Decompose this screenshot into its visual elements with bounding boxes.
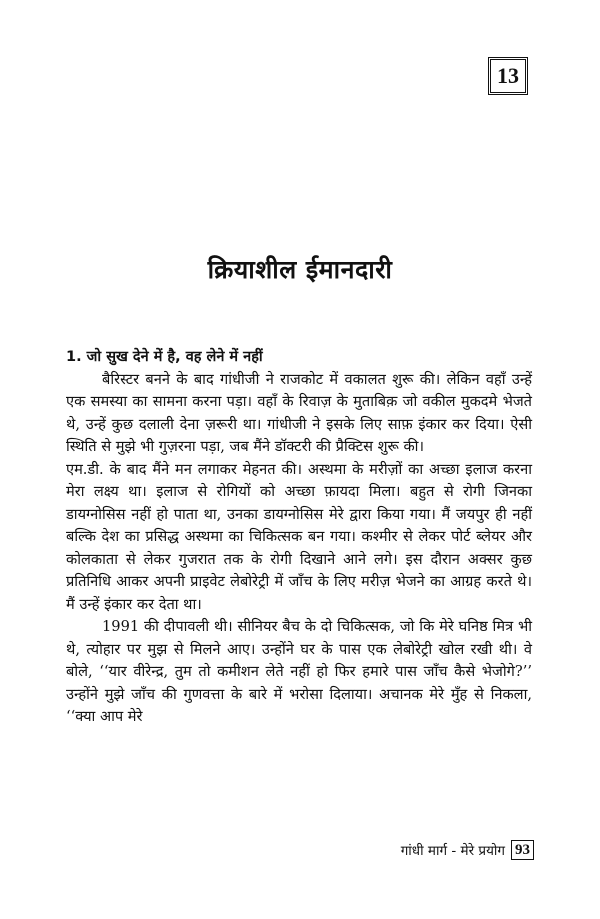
chapter-title: क्रियाशील ईमानदारी bbox=[207, 255, 393, 284]
chapter-number-box bbox=[488, 57, 528, 95]
running-title: गांधी मार्ग - मेरे प्रयोग bbox=[400, 843, 505, 859]
paragraph: एम.डी. के बाद मैंने मन लगाकर मेहनत की। अस्थमा के मरीज़ों का अच्छा इलाज करना मेरा लक्ष्य था। इलाज से रोगियों को अच्छा फ़ायदा मिला। बहुत से रोगी जिनका डायग्नोसिस नहीं हो पाता था, उनका डायग्नोसिस मेरे द्वारा किया गया। मैं जयपुर ही नहीं बल्कि देश का प्रसिद्ध अस्थमा का चिकित्सक बन गया। कश्मीर से लेकर पोर्ट ब्लेयर और कोलकाता से लेकर गुजरात तक के रोगी दिखाने आने लगे। इस दौरान अक्सर कुछ प्रतिनिधि आकर अपनी प्राइवेट लेबोरेट्री में जाँच के लिए मरीज़ भेजने का आग्रह करते थे। मैं उन्हें इंकार कर देता था। bbox=[66, 460, 532, 613]
chapter-number: 13 bbox=[497, 63, 519, 88]
paragraph: बैरिस्टर बनने के बाद गांधीजी ने राजकोट में वकालत शुरू की। लेकिन वहाँ उन्हें एक समस्या का सामना करना पड़ा। वहाँ के रिवाज़ के मुताबिक़ जो वकील मुकदमे भेजते थे, उन्हें कुछ दलाली देना ज़रूरी था। गांधीजी ने इसके लिए साफ़ इंकार कर दिया। ऐसी स्थिति से मुझे भी गुज़रना पड़ा, जब मैंने डॉक्टरी की प्रैक्टिस शुरू की। bbox=[66, 370, 532, 455]
page-footer bbox=[401, 840, 534, 860]
page-number: 93 bbox=[511, 840, 534, 860]
section-heading: 1. जो सुख देने में है, वह लेने में नहीं bbox=[66, 349, 263, 365]
paragraph: 1991 की दीपावली थी। सीनियर बैच के दो चिकित्सक, जो कि मेरे घनिष्ठ मित्र भी थे, त्योहार पर मुझ से मिलने आए। उन्होंने घर के पास एक लेबोरेट्री खोल रखी थी। वे बोले, ‘‘यार वीरेन्द्र, तुम तो कमीशन लेते नहीं हो फिर हमारे पास जाँच कैसे भेजोगे?’’ उन्होंने मुझे जाँच की गुणवत्ता के बारे में भरोसा दिलाया। अचानक मेरे मुँह से निकला, ‘‘क्या आप मेरे bbox=[66, 618, 532, 725]
body-text bbox=[66, 346, 532, 729]
